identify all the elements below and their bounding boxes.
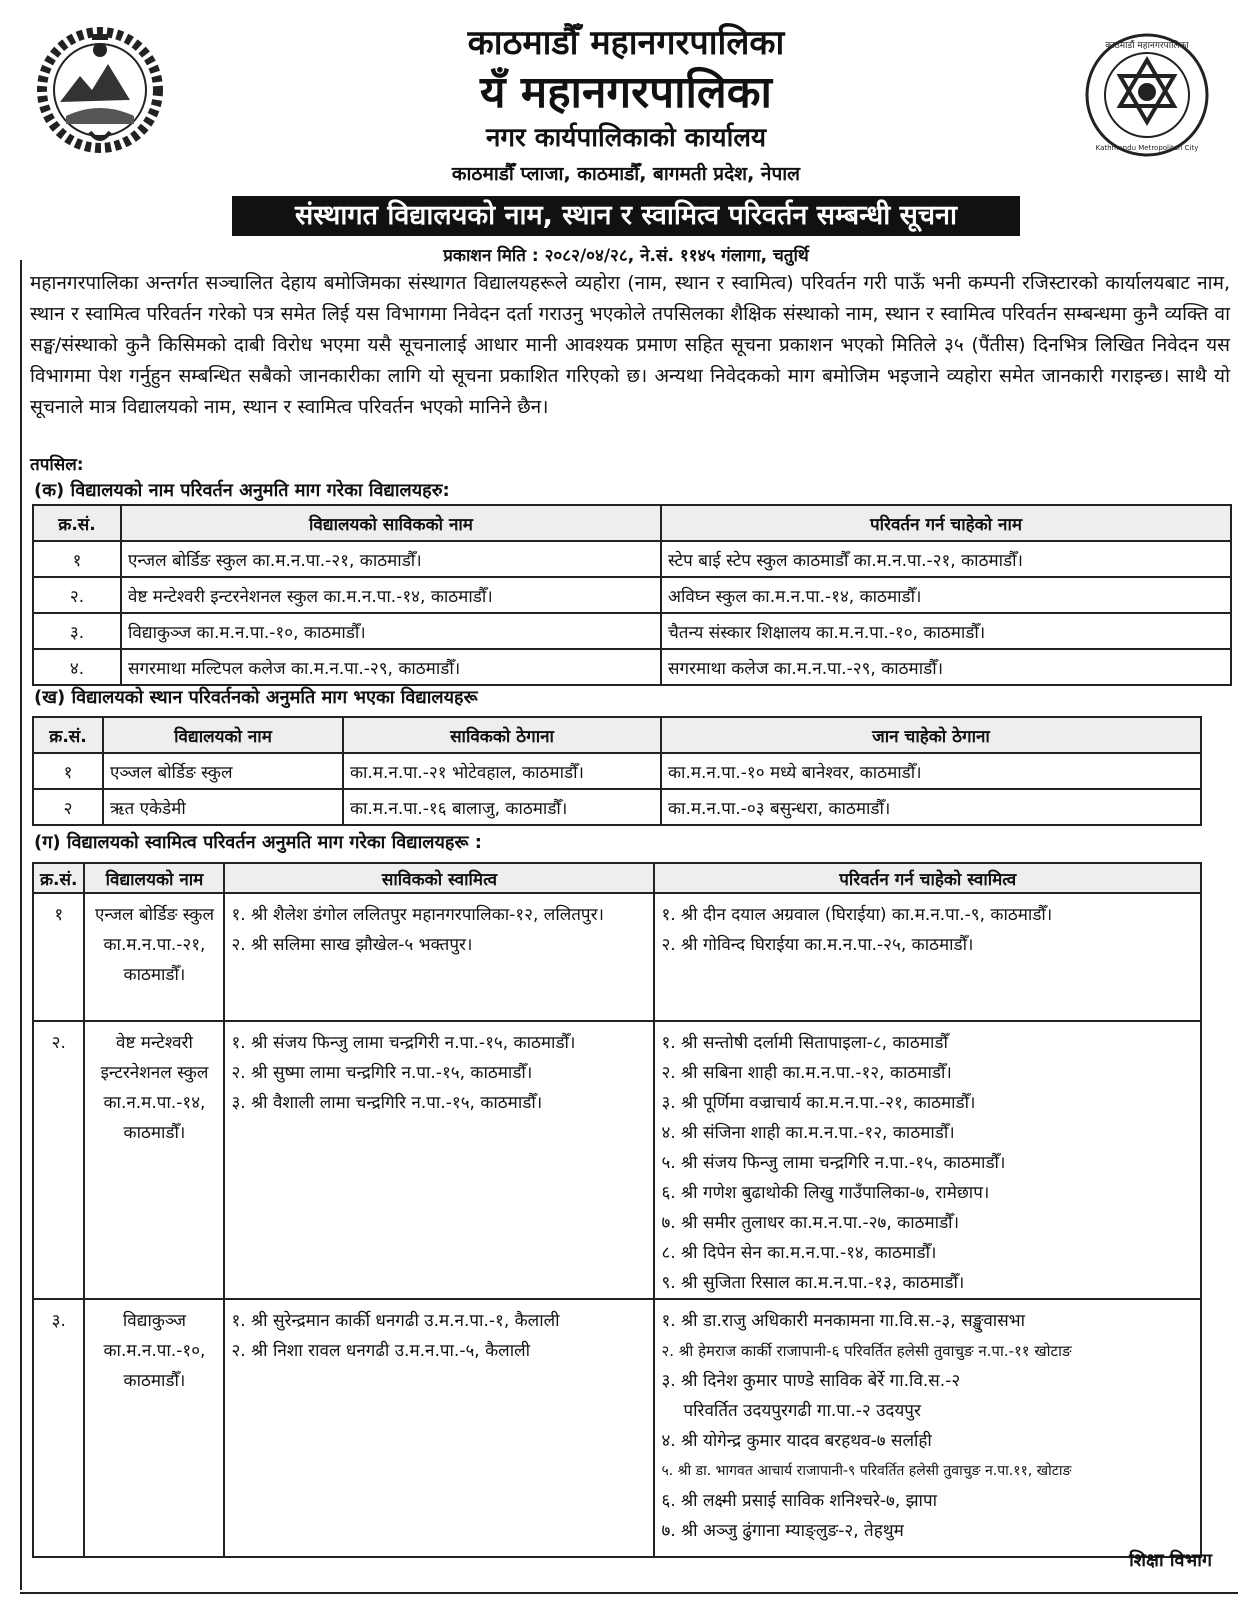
school-name-cell: एञ्जल बोर्डिङ स्कुल [103, 753, 343, 789]
column-header: क्र.सं. [33, 863, 84, 893]
serial-cell: १ [33, 541, 121, 577]
new-name-cell: सगरमाथा कलेज का.म.न.पा.-२९, काठमाडौँ। [661, 649, 1231, 685]
old-name-cell: एन्जल बोर्डिङ स्कुल का.म.न.पा.-२१, काठमाडौँ। [121, 541, 661, 577]
name-change-table [32, 504, 1232, 686]
column-header: परिवर्तन गर्न चाहेको स्वामित्व [654, 863, 1201, 893]
old-owners-cell [224, 1021, 654, 1299]
owner-line: १. श्री शैलेश डंगोल ललितपुर महानगरपालिका-१२, ललितपुर। [231, 905, 604, 925]
owner-line: २. श्री सलिमा साख झौखेल-५ भक्तपुर। [231, 935, 473, 955]
nepal-emblem-icon [30, 20, 170, 160]
serial-cell: ४. [33, 649, 121, 685]
old-name-cell: सगरमाथा मल्टिपल कलेज का.म.न.पा.-२९, काठमाडौँ। [121, 649, 661, 685]
owner-line: १. श्री दीन दयाल अग्रवाल (घिराईया) का.म.न.पा.-९, काठमाडौँ। [661, 905, 1053, 925]
new-name-cell: अविघ्न स्कुल का.म.न.पा.-१४, काठमाडौँ। [661, 577, 1231, 613]
serial-cell: ३. [33, 1299, 84, 1557]
column-header: क्र.सं. [33, 505, 121, 541]
column-header: क्र.सं. [33, 717, 103, 753]
table-row [33, 541, 1231, 577]
owner-line: परिवर्तित उदयपुरगढी गा.पा.-२ उदयपुर [683, 1401, 921, 1421]
serial-cell: २ [33, 789, 103, 825]
owner-line: ७. श्री अञ्जु ढुंगाना म्याङ्लुङ-२, तेहथुम [661, 1521, 904, 1541]
table-header-row [33, 717, 1201, 753]
new-owners-cell [654, 893, 1201, 1021]
owner-line: ४. श्री योगेन्द्र कुमार यादव बरहथव-७ सर्लाही [661, 1431, 932, 1451]
owner-line: ७. श्री समीर तुलाधर का.म.न.पा.-२७, काठमाडौँ। [661, 1213, 960, 1233]
owner-line: ९. श्री सुजिता रिसाल का.म.न.पा.-१३, काठमाडौँ। [661, 1273, 965, 1293]
owner-line: ३. श्री वैशाली लामा चन्द्रगिरि न.पा.-१५, काठमाडौँ। [231, 1093, 543, 1113]
owner-line: २. श्री गोविन्द घिराईया का.म.न.पा.-२५, काठमाडौँ। [661, 935, 974, 955]
table-row [33, 1021, 1201, 1299]
serial-cell: २. [33, 1021, 84, 1299]
section-k-title: (क) विद्यालयको नाम परिवर्तन अनुमति माग गरेका विद्यालयहरु: [34, 480, 450, 501]
column-header: साविकको स्वामित्व [224, 863, 654, 893]
serial-cell: १ [33, 753, 103, 789]
notice-body-paragraph: महानगरपालिका अन्तर्गत सञ्चालित देहाय बमोजिमका संस्थागत विद्यालयहरूले व्यहोरा (नाम, स्थान र स्वामित्व) परिवर्तन गरी पाऊँ भनी कम्पनी रजिस्टारको कार्यालयबाट नाम, स्थान र स्वामित्व परिवर्तन गरेको पत्र समेत लिई यस विभागमा निवेदन दर्ता गराउनु भएकोले तपसिलका शैक्षिक संस्थाको नाम, स्थान र स्वामित्व परिवर्तन सम्बन्धमा कुनै व्यक्ति वा सङ्घ/संस्थाको कुनै किसिमको दाबी विरोध भएमा यसै सूचनालाई आधार मानी आवश्यक प्रमाण सहित सूचना प्रकाशन भएको मितिले ३५ (पैंतीस) दिनभित्र लिखित निवेदन यस विभागमा पेश गर्नुहुन सम्बन्धित सबैको जानकारीका लागि यो सूचना प्रकाशित गरिएको छ। अन्यथा निवेदकको माग बमोजिम भइजाने व्यहोरा समेत जानकारी गराइन्छ। साथै यो सूचनाले मात्र विद्यालयको नाम, स्थान र स्वामित्व परिवर्तन भएको मानिने छैन। [30, 272, 1230, 418]
seal-text-bottom: Kathmandu Metropolitan City [1095, 144, 1199, 152]
owner-line: ६. श्री गणेश बुढाथोकी लिखु गाउँपालिका-७, रामेछाप। [661, 1183, 990, 1203]
old-address-cell: का.म.न.पा.-२१ भोटेवहाल, काठमाडौँ। [343, 753, 661, 789]
table-row [33, 753, 1201, 789]
table-header-row [33, 505, 1231, 541]
old-address-cell: का.म.न.पा.-१६ बालाजु, काठमाडौँ। [343, 789, 661, 825]
new-name-cell: चैतन्य संस्कार शिक्षालय का.म.न.पा.-१०, काठमाडौँ। [661, 613, 1231, 649]
table-row [33, 649, 1231, 685]
header-line2: यँ महानगरपालिका [480, 67, 772, 118]
header-line1: काठमाडौँ महानगरपालिका [467, 23, 785, 63]
school-name-cell: वेष्ट मन्टेश्वरी इन्टरनेशनल स्कुल का.न.म.पा.-१४, काठमाडौँ। [84, 1021, 224, 1299]
owner-line: १. श्री डा.राजु अधिकारी मनकामना गा.वि.स.-३, सङ्खुवासभा [661, 1311, 1026, 1331]
owner-line: १. श्री सुरेन्द्रमान कार्की धनगढी उ.म.न.पा.-१, कैलाली [231, 1311, 560, 1331]
section-g-title: (ग) विद्यालयको स्वामित्व परिवर्तन अनुमति माग गरेका विद्यालयहरू : [34, 832, 482, 853]
new-address-cell: का.म.न.पा.-०३ बसुन्धरा, काठमाडौँ। [661, 789, 1201, 825]
owner-line: ५. श्री डा. भागवत आचार्य राजापानी-९ परिवर्तित हलेसी तुवाचुङ न.पा.११, खोटाङ [661, 1463, 1072, 1479]
owner-line: १. श्री सन्तोषी दर्लामी सितापाइला-८, काठमाडौँ [661, 1033, 948, 1053]
frame-left-border [20, 260, 22, 1590]
school-name-cell: एन्जल बोर्डिङ स्कुल का.म.न.पा.-२१, काठमाडौँ। [84, 893, 224, 1021]
header-address: काठमाडौँ प्लाजा, काठमाडौँ, बागमती प्रदेश, नेपाल [451, 163, 801, 185]
table-header-row [33, 863, 1201, 893]
new-address-cell: का.म.न.पा.-१० मध्ये बानेश्वर, काठमाडौँ। [661, 753, 1201, 789]
column-header: जान चाहेको ठेगाना [661, 717, 1201, 753]
owner-line: २. श्री सबिना शाही का.म.न.पा.-१२, काठमाडौँ। [661, 1063, 952, 1083]
new-name-cell: स्टेप बाई स्टेप स्कुल काठमाडौँ का.म.न.पा.-२१, काठमाडौँ। [661, 541, 1231, 577]
owner-line: ४. श्री संजिना शाही का.म.न.पा.-१२, काठमाडौँ। [661, 1123, 955, 1143]
old-name-cell: वेष्ट मन्टेश्वरी इन्टरनेशनल स्कुल का.म.न.पा.-१४, काठमाडौँ। [121, 577, 661, 613]
table-row [33, 1299, 1201, 1557]
seal-text-top: काठमाडौं महानगरपालिका [1105, 41, 1189, 51]
owner-line: ६. श्री लक्ष्मी प्रसाई साविक शनिश्चरे-७, झापा [661, 1491, 938, 1511]
location-change-table [32, 716, 1202, 826]
column-header: परिवर्तन गर्न चाहेको नाम [661, 505, 1231, 541]
old-name-cell: विद्याकुञ्ज का.म.न.पा.-१०, काठमाडौँ। [121, 613, 661, 649]
ownership-change-table [32, 862, 1202, 1558]
owner-line: २. श्री निशा रावल धनगढी उ.म.न.पा.-५, कैलाली [231, 1341, 531, 1361]
table-row [33, 893, 1201, 1021]
column-header: विद्यालयको नाम [103, 717, 343, 753]
table-row [33, 613, 1231, 649]
column-header: विद्यालयको साविकको नाम [121, 505, 661, 541]
new-owners-cell [654, 1299, 1201, 1557]
old-owners-cell [224, 1299, 654, 1557]
table-row [33, 577, 1231, 613]
new-owners-cell [654, 1021, 1201, 1299]
serial-cell: १ [33, 893, 84, 1021]
kmc-seal-icon [1082, 30, 1212, 160]
owner-line: ३. श्री पूर्णिमा वज्राचार्य का.म.न.पा.-२१, काठमाडौँ। [661, 1093, 976, 1113]
table-row [33, 789, 1201, 825]
owner-line: २. श्री सुष्मा लामा चन्द्रगिरि न.पा.-१५, काठमाडौँ। [231, 1063, 533, 1083]
serial-cell: ३. [33, 613, 121, 649]
column-header: साविकको ठेगाना [343, 717, 661, 753]
notice-title-banner: संस्थागत विद्यालयको नाम, स्थान र स्वामित्व परिवर्तन सम्बन्धी सूचना [232, 196, 1020, 236]
tapasil-label: तपसिल: [30, 455, 84, 475]
owner-line: ५. श्री संजय फिन्जु लामा चन्द्रगिरि न.पा.-१५, काठमाडौँ। [661, 1153, 1006, 1173]
owner-line: १. श्री संजय फिन्जु लामा चन्द्रगिरी न.पा.-१५, काठमाडौँ। [231, 1033, 576, 1053]
publication-date: प्रकाशन मिति : २०८२/०४/२८, ने.सं. ११४५ गंलागा, चतुर्थि [443, 246, 809, 266]
frame-bottom-border [20, 1592, 1238, 1594]
issuing-department: शिक्षा विभाग [1129, 1550, 1212, 1571]
owner-line: ३. श्री दिनेश कुमार पाण्डे साविक बेर्रे गा.वि.स.-२ [661, 1371, 961, 1391]
column-header: विद्यालयको नाम [84, 863, 224, 893]
school-name-cell: ऋत एकेडेमी [103, 789, 343, 825]
owner-line: ८. श्री दिपेन सेन का.म.न.पा.-१४, काठमाडौँ। [661, 1243, 937, 1263]
serial-cell: २. [33, 577, 121, 613]
school-name-cell: विद्याकुञ्ज का.म.न.पा.-१०, काठमाडौँ। [84, 1299, 224, 1557]
owner-line: २. श्री हेमराज कार्की राजापानी-६ परिवर्तित हलेसी तुवाचुङ न.पा.-११ खोटाङ [661, 1342, 1072, 1360]
old-owners-cell [224, 893, 654, 1021]
header-line3: नगर कार्यपालिकाको कार्यालय [485, 123, 767, 153]
section-kh-title: (ख) विद्यालयको स्थान परिवर्तनको अनुमति माग भएका विद्यालयहरू [34, 687, 478, 708]
